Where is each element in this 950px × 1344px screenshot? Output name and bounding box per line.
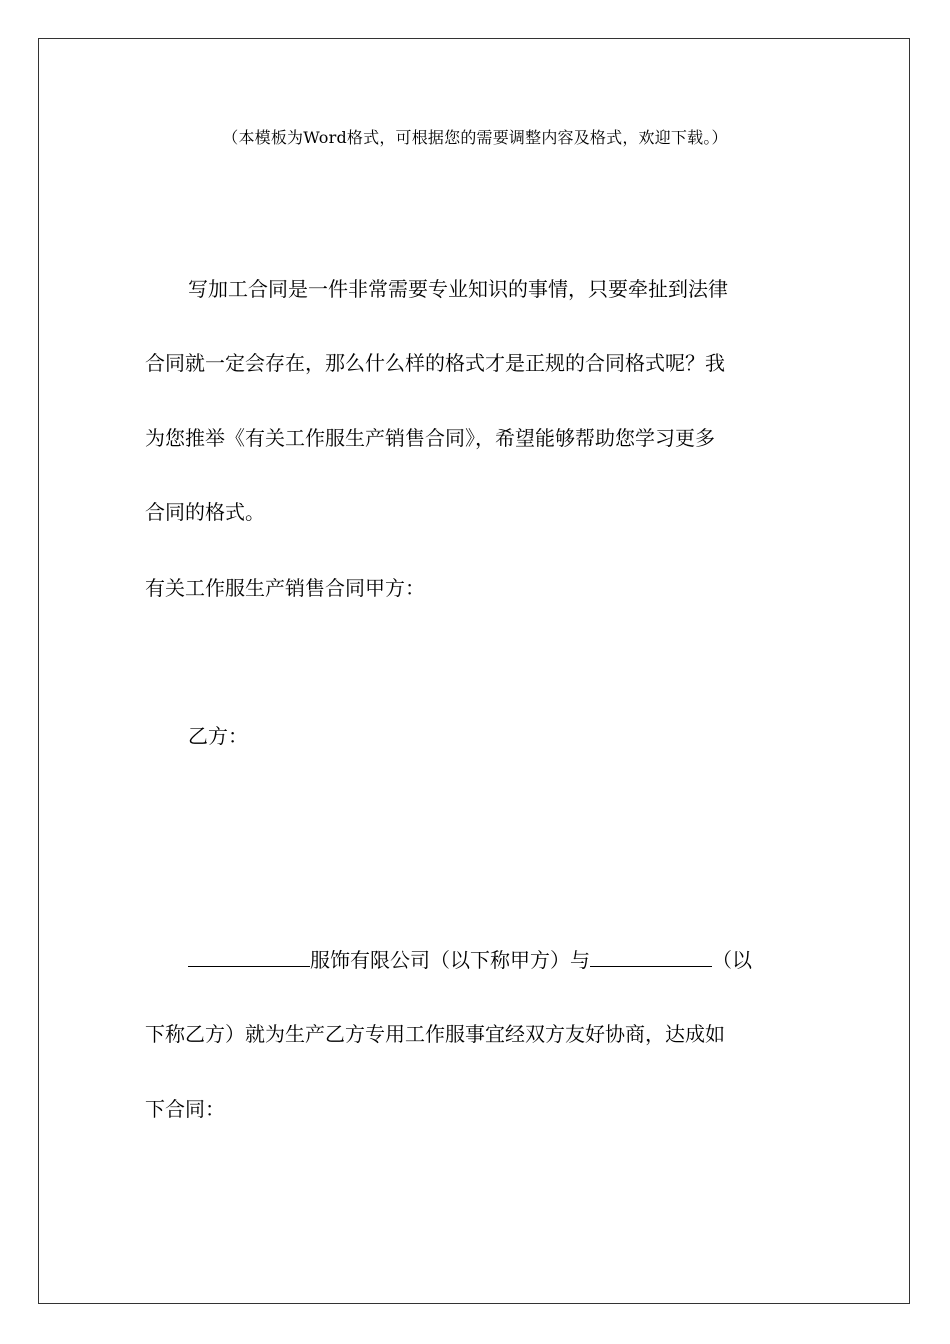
agreement-after-blank: （以 [712,948,752,972]
party-b-name-blank [590,944,712,967]
intro-line-2: 合同就一定会存在，那么什么样的格式才是正规的合同格式呢？我 [145,351,725,375]
intro-line-3: 为您推举《有关工作服生产销售合同》，希望能够帮助您学习更多 [145,426,715,450]
party-b-label: 乙方： [188,724,248,748]
contract-title-party-a: 有关工作服生产销售合同甲方： [145,576,425,600]
agreement-line-3: 下合同： [145,1097,225,1121]
agreement-company-text: 服饰有限公司（以下称甲方）与 [310,948,590,972]
intro-line-4: 合同的格式。 [145,500,265,524]
party-a-name-blank [188,944,310,967]
intro-line-1: 写加工合同是一件非常需要专业知识的事情，只要牵扯到法律 [188,277,728,301]
agreement-line-2: 下称乙方）就为生产乙方专用工作服事宜经双方友好协商，达成如 [145,1022,725,1046]
template-notice: （本模板为Word格式，可根据您的需要调整内容及格式，欢迎下载。） [222,128,728,147]
agreement-line-1 [188,944,752,975]
